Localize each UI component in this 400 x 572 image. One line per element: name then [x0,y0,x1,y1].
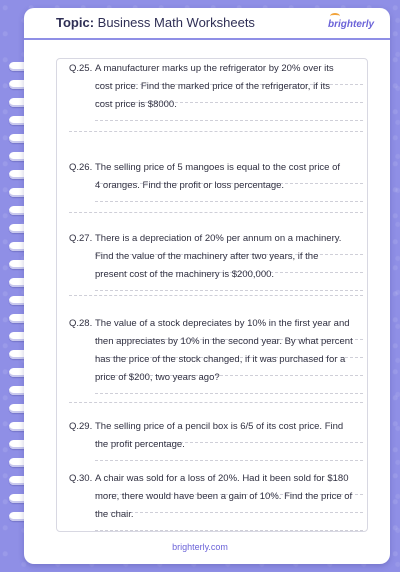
question-number: Q.26. [69,162,93,173]
question-text-line: cost price is $8000. [95,99,363,121]
topic-title: Business Math Worksheets [97,15,255,30]
question-number: Q.30. [69,473,93,484]
question-text-line: then appreciates by 10% in the second year. By what percent [95,336,363,358]
topic-label: Topic: [56,15,95,30]
footer-site-link[interactable]: brighterly.com [172,542,228,552]
page-title [56,15,255,30]
answer-line [69,295,363,296]
question-text-line: The selling price of a pencil box is 6/5 of its cost price. Find [95,421,363,443]
question-number: Q.29. [69,421,93,432]
question-text-line: A manufacturer marks up the refrigerator by 20% over its [95,63,363,85]
question-text-line: more, there would have been a gain of 10%. Find the price of [95,491,363,513]
question-text-line: 4 oranges. Find the profit or loss percentage. [95,180,363,202]
question-text-line: has the price of the stock changed, if it was purchased for a [95,354,363,376]
question-number: Q.28. [69,318,93,329]
question-text-line: present cost of the machinery is $200,000. [95,269,363,291]
answer-line [69,212,363,213]
question-number: Q.27. [69,233,93,244]
question-panel [56,58,368,532]
question-text-line: price of $200, two years ago? [95,372,363,394]
question-text-line: A chair was sold for a loss of 20%. Had it been sold for $180 [95,473,363,495]
worksheet-header [24,8,390,40]
answer-line [69,131,363,132]
question-text-line: The value of a stock depreciates by 10% in the first year and [95,318,363,340]
answer-line [69,402,363,403]
question-text-line: There is a depreciation of 20% per annum on a machinery. [95,233,363,255]
question-text-line: The selling price of 5 mangoes is equal to the cost price of [95,162,363,184]
question-text-line: the chair. [95,509,363,531]
question-text-line: the profit percentage. [95,439,363,461]
brighterly-logo [328,14,374,34]
logo-text: brighterly [328,19,375,30]
question-text-line: cost price. Find the marked price of the refrigerator, if its [95,81,363,103]
question-number: Q.25. [69,63,93,74]
question-text-line: Find the value of the machinery after two years, if the [95,251,363,273]
